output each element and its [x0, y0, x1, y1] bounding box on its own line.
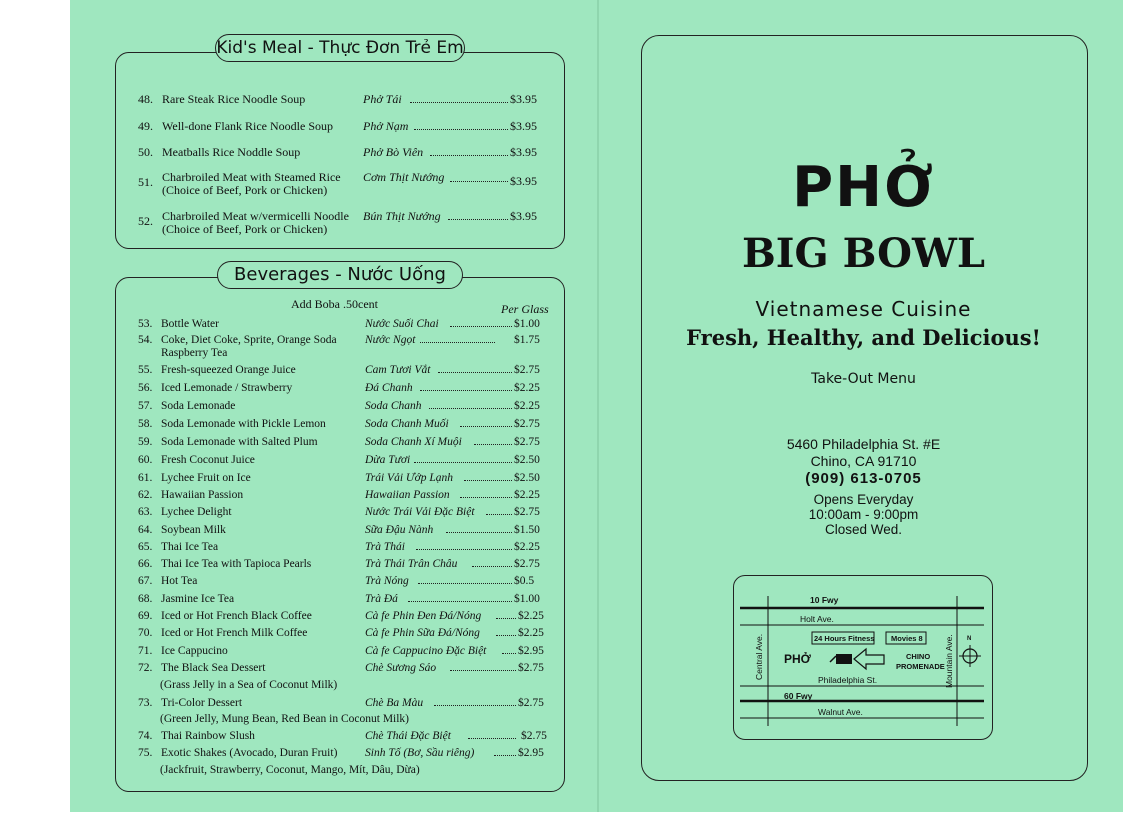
item-price: $2.25: [514, 400, 540, 412]
leader-dots: [414, 462, 512, 463]
item-name: Tri-Color Dessert: [161, 697, 243, 709]
item-number: 54.: [138, 334, 153, 346]
restaurant-marker: [836, 654, 852, 664]
item-name-vietnamese: Trà Thái Trân Châu: [365, 558, 458, 570]
item-number: 52.: [138, 214, 153, 228]
item-number: 74.: [138, 730, 153, 742]
item-name-vietnamese: Cà fe Phin Sữa Đá/Nóng: [365, 627, 480, 639]
leader-dots: [494, 755, 516, 756]
per-glass-label: Per Glass: [501, 302, 549, 316]
item-number: 51.: [138, 175, 153, 189]
leader-dots: [429, 408, 512, 409]
item-number: 75.: [138, 747, 153, 759]
item-name: Well-done Flank Rice Noodle Soup: [162, 119, 334, 133]
item-name-vietnamese: Phở Nạm: [363, 119, 409, 133]
item-name-vietnamese: Đá Chanh: [365, 382, 413, 394]
item-name-vietnamese: Sữa Đậu Nành: [365, 524, 434, 536]
item-name-vietnamese: Cam Tươi Vắt: [365, 364, 431, 376]
map-label-fitness: 24 Hours Fitness: [814, 634, 875, 643]
map-label-mountain-ave: Mountain Ave.: [944, 634, 954, 688]
item-name: Meatballs Rice Noddle Soup: [162, 145, 301, 159]
item-number: 67.: [138, 575, 153, 587]
item-name-vietnamese: Hawaiian Passion: [365, 489, 450, 501]
leader-dots: [448, 219, 508, 220]
item-price: $1.50: [514, 524, 540, 536]
item-name-vietnamese: Soda Chanh Xí Muội: [365, 436, 462, 448]
item-number: 53.: [138, 318, 153, 330]
hours-line1: Opens Everyday: [813, 492, 914, 507]
map-label-pho: PHỞ: [784, 652, 811, 666]
item-number: 69.: [138, 610, 153, 622]
item-name: Fresh Coconut Juice: [161, 454, 255, 466]
item-name-vietnamese: Soda Chanh Muối: [365, 418, 449, 430]
item-name-vietnamese: Phở Bò Viên: [363, 145, 424, 159]
item-name: Charbroiled Meat w/vermicelli Noodle (Choice of Beef, Pork or Chicken): [162, 209, 349, 236]
item-price: $1.00: [514, 318, 540, 330]
item-price: $2.50: [514, 454, 540, 466]
leader-dots: [472, 566, 512, 567]
item-price: $3.95: [510, 119, 537, 133]
restaurant-name: PHỞ: [792, 155, 935, 220]
leader-dots: [502, 653, 516, 654]
item-name: Soda Lemonade with Pickle Lemon: [161, 418, 326, 430]
leader-dots: [416, 549, 512, 550]
leader-dots: [410, 102, 508, 103]
item-name: Hawaiian Passion: [161, 489, 244, 501]
item-name: Exotic Shakes (Avocado, Duran Fruit): [161, 747, 338, 759]
item-number: 48.: [138, 92, 153, 106]
item-name-vietnamese: Trái Vải Ướp Lạnh: [365, 472, 453, 484]
item-name: Hot Tea: [161, 575, 198, 587]
item-number: 70.: [138, 627, 153, 639]
item-name-vietnamese: Cà fe Cappucino Đặc Biệt: [365, 645, 487, 657]
item-number: 58.: [138, 418, 153, 430]
map-label-60-fwy: 60 Fwy: [784, 691, 813, 701]
item-name: Coke, Diet Coke, Sprite, Orange Soda Raspberry Tea: [161, 334, 337, 359]
item-price: $3.95: [510, 145, 537, 159]
item-name: Soda Lemonade: [161, 400, 236, 412]
item-price: $2.75: [514, 506, 540, 518]
item-number: 65.: [138, 541, 153, 553]
leader-dots: [486, 514, 512, 515]
item-price: $2.75: [514, 558, 540, 570]
item-name-vietnamese: Nước Suối Chai: [365, 318, 439, 330]
hours-block: [641, 492, 1086, 537]
item-name: Lychee Delight: [161, 506, 232, 518]
item-price: $2.75: [518, 697, 544, 709]
item-price: $2.25: [514, 382, 540, 394]
item-name: Fresh-squeezed Orange Juice: [161, 364, 296, 376]
leader-dots: [430, 155, 508, 156]
leader-dots: [450, 181, 508, 182]
item-price: $0.5: [514, 575, 535, 587]
leader-dots: [420, 342, 495, 343]
item-name-vietnamese: Chè Sương Sáo: [365, 662, 437, 674]
item-number: 56.: [138, 382, 153, 394]
item-number: 62.: [138, 489, 153, 501]
item-name-vietnamese: Cơm Thịt Nướng: [363, 170, 445, 184]
item-number: 57.: [138, 400, 153, 412]
leader-dots: [460, 426, 512, 427]
hours-line3: Closed Wed.: [824, 522, 903, 537]
leader-dots: [464, 480, 512, 481]
leader-dots: [434, 705, 516, 706]
item-number: 61.: [138, 472, 153, 484]
item-name-vietnamese: Bún Thịt Nướng: [363, 209, 441, 223]
item-name-vietnamese: Chè Thái Đặc Biệt: [365, 730, 451, 742]
tagline: Fresh, Healthy, and Delicious!: [686, 325, 1041, 350]
item-number: 64.: [138, 524, 153, 536]
item-73-description: (Green Jelly, Mung Bean, Red Bean in Coconut Milk): [160, 713, 410, 725]
item-number: 50.: [138, 145, 153, 159]
item-name: Soda Lemonade with Salted Plum: [161, 436, 318, 448]
item-name-vietnamese: Trà Thái: [365, 541, 405, 553]
leader-dots: [438, 372, 512, 373]
item-price: $2.75: [518, 662, 544, 674]
pointer-arrow-icon: [830, 656, 836, 662]
item-name: Thai Rainbow Slush: [161, 730, 255, 742]
item-number: 71.: [138, 645, 153, 657]
item-price: $2.25: [518, 627, 544, 639]
cuisine-subtitle: Vietnamese Cuisine: [755, 297, 972, 321]
leader-dots: [450, 326, 512, 327]
item-72-description: (Grass Jelly in a Sea of Coconut Milk): [160, 679, 338, 691]
item-number: 49.: [138, 119, 153, 133]
item-price: $1.75: [514, 334, 540, 346]
add-boba-note: Add Boba .50cent: [291, 297, 378, 311]
leader-dots: [420, 390, 512, 391]
item-75-description: (Jackfruit, Strawberry, Coconut, Mango, Mít, Dâu, Dừa): [160, 764, 420, 776]
location-map: [733, 575, 993, 740]
item-name: The Black Sea Dessert: [161, 662, 266, 674]
item-price: $2.75: [514, 418, 540, 430]
item-name: Bottle Water: [161, 318, 219, 330]
map-label-central-ave: Central Ave.: [754, 633, 764, 680]
item-number: 55.: [138, 364, 153, 376]
item-name: Jasmine Ice Tea: [161, 593, 235, 605]
item-number: 59.: [138, 436, 153, 448]
item-name-vietnamese: Nước Trái Vải Đặc Biệt: [365, 506, 475, 518]
item-name-vietnamese: Nước Ngọt: [365, 334, 416, 346]
item-name: Ice Cappucino: [161, 645, 228, 657]
map-label-philadelphia: Philadelphia St.: [818, 675, 878, 685]
item-name: Iced or Hot French Milk Coffee: [161, 627, 308, 639]
item-number: 73.: [138, 697, 153, 709]
map-label-holt-ave: Holt Ave.: [800, 614, 834, 624]
item-price: $1.00: [514, 593, 540, 605]
leader-dots: [450, 670, 516, 671]
direction-arrow-icon: [854, 649, 884, 669]
item-name-vietnamese: Cà fe Phin Đen Đá/Nóng: [365, 610, 482, 622]
leader-dots: [496, 618, 516, 619]
leader-dots: [446, 532, 512, 533]
address-line1: 5460 Philadelphia St. #E: [786, 436, 941, 452]
item-price: $2.95: [518, 645, 544, 657]
restaurant-name-line2: BIG BOWL: [741, 230, 986, 277]
item-price: $2.25: [518, 610, 544, 622]
item-name-vietnamese: Chè Ba Màu: [365, 697, 424, 709]
item-number: 72.: [138, 662, 153, 674]
phone-number: (909) 613-0705: [805, 470, 922, 487]
item-name: Charbroiled Meat with Steamed Rice (Choice of Beef, Pork or Chicken): [162, 170, 341, 197]
item-number: 68.: [138, 593, 153, 605]
item-price: $3.95: [510, 209, 537, 223]
address-line2: Chino, CA 91710: [810, 453, 917, 469]
item-price: $2.25: [514, 541, 540, 553]
kids-meal-title: Kid's Meal - Thực Đơn Trẻ Em: [215, 34, 465, 62]
page-fold: [597, 0, 599, 812]
leader-dots: [408, 601, 512, 602]
item-price: $2.50: [514, 472, 540, 484]
item-price: $2.75: [514, 364, 540, 376]
leader-dots: [460, 497, 512, 498]
hours-line2: 10:00am - 9:00pm: [808, 507, 919, 522]
item-price: $2.95: [518, 747, 544, 759]
compass-north-label: N: [967, 636, 972, 642]
item-name: Iced Lemonade / Strawberry: [161, 382, 293, 394]
map-label-promenade-1: CHINO: [906, 652, 931, 661]
leader-dots: [414, 129, 508, 130]
menu-type: Take-Out Menu: [811, 371, 916, 387]
item-price: $2.75: [514, 436, 540, 448]
item-name: Thai Ice Tea: [161, 541, 219, 553]
item-name: Thai Ice Tea with Tapioca Pearls: [161, 558, 312, 570]
item-name-vietnamese: Sinh Tố (Bơ, Sầu riêng): [365, 747, 475, 759]
item-number: 63.: [138, 506, 153, 518]
item-price: $3.95: [510, 174, 537, 188]
map-label-walnut-ave: Walnut Ave.: [818, 707, 863, 717]
leader-dots: [474, 444, 512, 445]
item-price: $3.95: [510, 92, 537, 106]
item-name-vietnamese: Dừa Tươi: [365, 454, 411, 466]
map-label-promenade-2: PROMENADE: [896, 662, 945, 671]
map-label-10-fwy: 10 Fwy: [810, 595, 839, 605]
item-number: 66.: [138, 558, 153, 570]
item-name: Iced or Hot French Black Coffee: [161, 610, 312, 622]
item-name: Rare Steak Rice Noodle Soup: [162, 92, 306, 106]
item-name-vietnamese: Trà Đá: [365, 593, 398, 605]
item-name-vietnamese: Phở Tái: [363, 92, 402, 106]
item-price: $2.25: [514, 489, 540, 501]
leader-dots: [418, 583, 512, 584]
item-number: 60.: [138, 454, 153, 466]
leader-dots: [496, 635, 516, 636]
item-name: Lychee Fruit on Ice: [161, 472, 251, 484]
beverages-title: Beverages - Nước Uống: [217, 261, 463, 289]
map-label-movies: Movies 8: [891, 634, 923, 643]
item-name-vietnamese: Trà Nóng: [365, 575, 409, 587]
item-name-vietnamese: Soda Chanh: [365, 400, 422, 412]
item-price: $2.75: [521, 730, 547, 742]
leader-dots: [468, 738, 516, 739]
item-name: Soybean Milk: [161, 524, 226, 536]
